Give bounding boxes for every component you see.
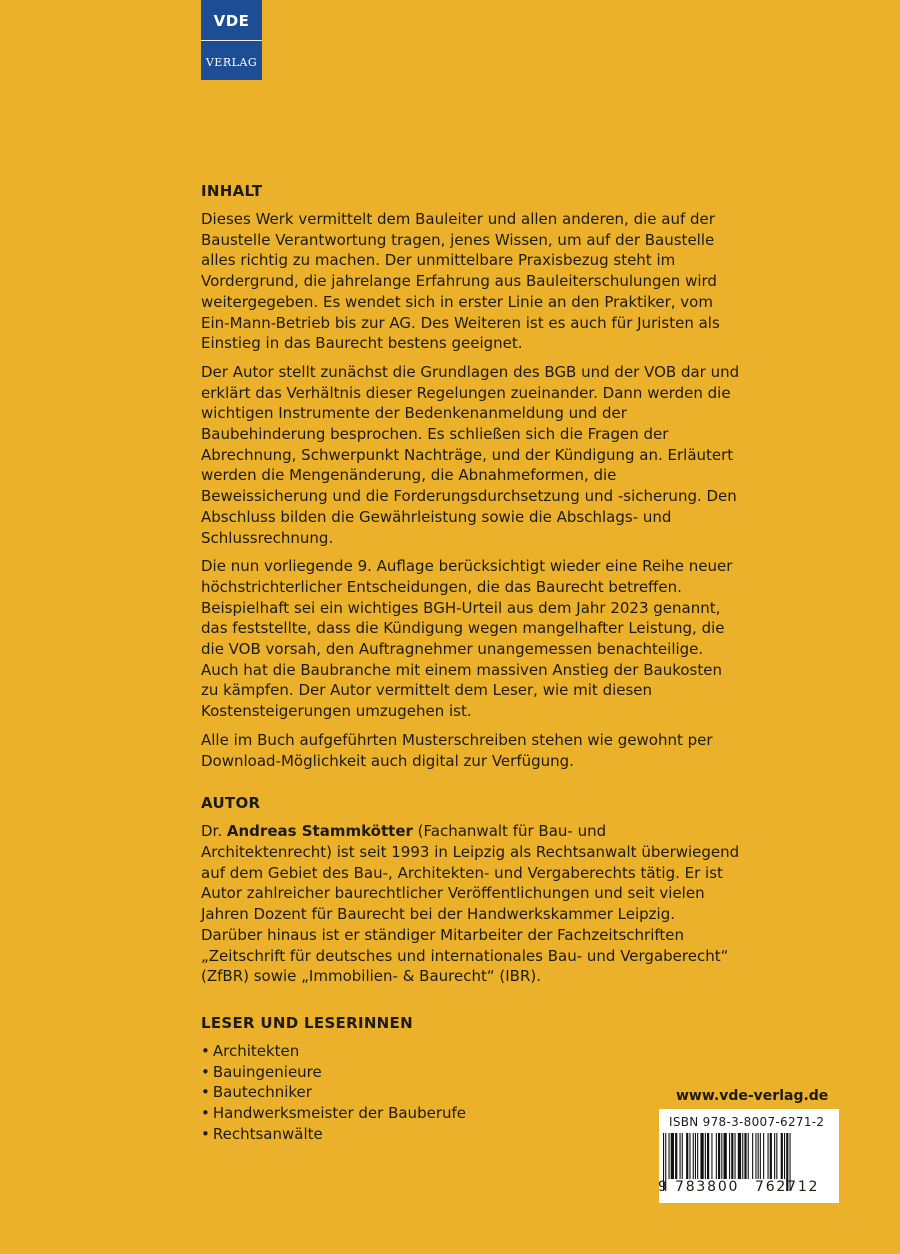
barcode-bar [735, 1133, 736, 1179]
inhalt-heading: INHALT [201, 182, 263, 200]
publisher-website: www.vde-verlag.de [676, 1088, 829, 1104]
list-item [201, 1041, 741, 1062]
back-cover-text [201, 181, 741, 1144]
autor-name: Andreas Stammkötter [226, 822, 413, 841]
barcode-bar [744, 1133, 746, 1179]
inhalt-paragraph: Dieses Werk vermittelt dem Bauleiter und allen anderen, die auf der Baustelle Verantwortung tragen, jenes Wissen, um auf der Baustelle alles richtig zu machen. Der unmittelbare Praxisbezug steht im Vordergrund, die jahrelange Erfahrung aus Bauleiterschulungen wird weitergegeben. Es wendet sich in erster Linie an den Praktiker, vom Ein-Mann-Betrieb bis zur AG. Des Weiteren ist es auch für Juristen als Einstieg in das Baurecht bestens geeignet. [201, 210, 720, 353]
barcode-digit-group: 783800 [675, 1179, 740, 1195]
logo-vde-text: VDE [213, 12, 250, 30]
barcode-bar [758, 1133, 759, 1179]
barcode-bar [682, 1133, 683, 1179]
list-item-label: Architekten [212, 1041, 300, 1060]
barcode-bar [675, 1133, 677, 1179]
vde-verlag-logo [201, 0, 262, 80]
logo-verlag-text: VERLAG [205, 56, 258, 69]
barcode-bar [755, 1133, 756, 1179]
barcode-bar [686, 1133, 688, 1179]
barcode-bar [748, 1133, 749, 1179]
barcode-bar [707, 1133, 709, 1179]
barcode-bar [680, 1133, 681, 1179]
barcode-bar [711, 1133, 712, 1179]
autor-description: (Fachanwalt für Bau- und Architektenrecht) ist seit 1993 in Leipzig als Rechtsanwalt überwiegend auf dem Gebiet des Bau-, Architekten- und Vergaberechts tätig. Er ist Autor zahlreicher baurechtlicher Veröffentlichungen und seit vielen Jahren Dozent für Baurecht bei der Handwerkskammer Leipzig. Darüber hinaus ist er ständiger Mitarbeiter der Fachzeitschriften „Zeitschrift für deutsches und internationales Bau- und Vergaberecht“ (ZfBR) sowie „Immobilien- & Baurecht“ (IBR). [201, 822, 740, 986]
barcode-bar [669, 1133, 670, 1179]
barcode-bar [760, 1133, 761, 1179]
barcode-bar [693, 1133, 694, 1179]
list-item-label: Bautechniker [212, 1083, 312, 1102]
barcode-bar [721, 1133, 722, 1179]
barcode-bar [729, 1133, 730, 1179]
barcode-bar [695, 1133, 696, 1179]
barcode-bar [776, 1133, 777, 1179]
barcode-bar [774, 1133, 775, 1179]
barcode-bar [752, 1133, 753, 1179]
barcode-digit-group: 762712 [755, 1179, 820, 1195]
barcode-bar [768, 1133, 769, 1179]
barcode-bar [718, 1133, 720, 1179]
list-item-label: Handwerksmeister der Bauberufe [212, 1104, 466, 1123]
inhalt-paragraph: Die nun vorliegende 9. Auflage berücksichtigt wieder eine Reihe neuer höchstrichterlicher Entscheidungen, die das Baurecht betreffen. Beispielhaft sei ein wichtiges BGH-Urteil aus dem Jahr 2023 genannt, das feststellte, dass die Kündigung wegen mangelhafter Leistung, die die VOB vorsah, den Auftragnehmer unangemessen benachteilige. Auch hat die Baubranche mit einem massiven Anstieg der Baukosten zu kämpfen. Der Autor vermittelt dem Leser, wie mit diesen Kostensteigerungen umzugehen ist. [201, 557, 733, 721]
bullet-icon: • [201, 1083, 210, 1102]
barcode-bar [742, 1133, 743, 1179]
barcode-bar [738, 1133, 741, 1179]
inhalt-paragraph: Alle im Buch aufgeführten Musterschreiben stehen wie gewohnt per Download-Möglichkeit auch digital zur Verfügung. [201, 730, 713, 770]
section-inhalt [201, 181, 741, 771]
bullet-icon: • [201, 1104, 210, 1123]
isbn-barcode-box [659, 1109, 839, 1203]
list-item-label: Rechtsanwälte [212, 1124, 323, 1143]
barcode-bar [697, 1133, 698, 1179]
bullet-icon: • [201, 1062, 210, 1081]
bullet-icon: • [201, 1124, 210, 1143]
barcode-bar [700, 1133, 703, 1179]
inhalt-paragraph: Der Autor stellt zunächst die Grundlagen des BGB und der VOB dar und erklärt das Verhältnis dieser Regelungen zueinander. Dann werden die wichtigen Instrumente der Bedenkenanmeldung und der Baubehinderung besprochen. Es schließen sich die Fragen der Abrechnung, Schwerpunkt Nachträge, und der Kündigung an. Erläutert werden die Mengenänderung, die Abnahmeformen, die Beweissicherung und die Forderungsdurchsetzung und -sicherung. Den Abschluss bilden die Gewährleistung sowie die Abschlags- und Schlussrechnung. [201, 362, 740, 547]
autor-title: Dr. [201, 822, 227, 841]
section-autor [201, 793, 741, 987]
barcode-bar [781, 1133, 783, 1179]
barcode-bar [770, 1133, 772, 1179]
barcode-bar [671, 1133, 674, 1179]
barcode-bar [763, 1133, 764, 1179]
barcode-bar [731, 1133, 733, 1179]
list-item [201, 1062, 741, 1083]
list-item [201, 1082, 741, 1103]
list-item-label: Bauingenieure [212, 1062, 322, 1081]
barcode-bar [784, 1133, 785, 1179]
barcode-bar [689, 1133, 690, 1179]
bullet-icon: • [201, 1041, 210, 1060]
barcode-bar [724, 1133, 727, 1179]
leser-heading: LESER UND LESERINNEN [201, 1013, 413, 1032]
isbn-label: ISBN 978-3-8007-6271-2 [669, 1115, 825, 1129]
barcode-bar [716, 1133, 717, 1179]
logo-divider [201, 40, 262, 41]
barcode-bar [705, 1133, 706, 1179]
autor-heading: AUTOR [201, 794, 261, 813]
barcode-digit-lead: 9 [658, 1179, 667, 1195]
barcode-digits [659, 1177, 839, 1201]
autor-bio [201, 821, 741, 987]
